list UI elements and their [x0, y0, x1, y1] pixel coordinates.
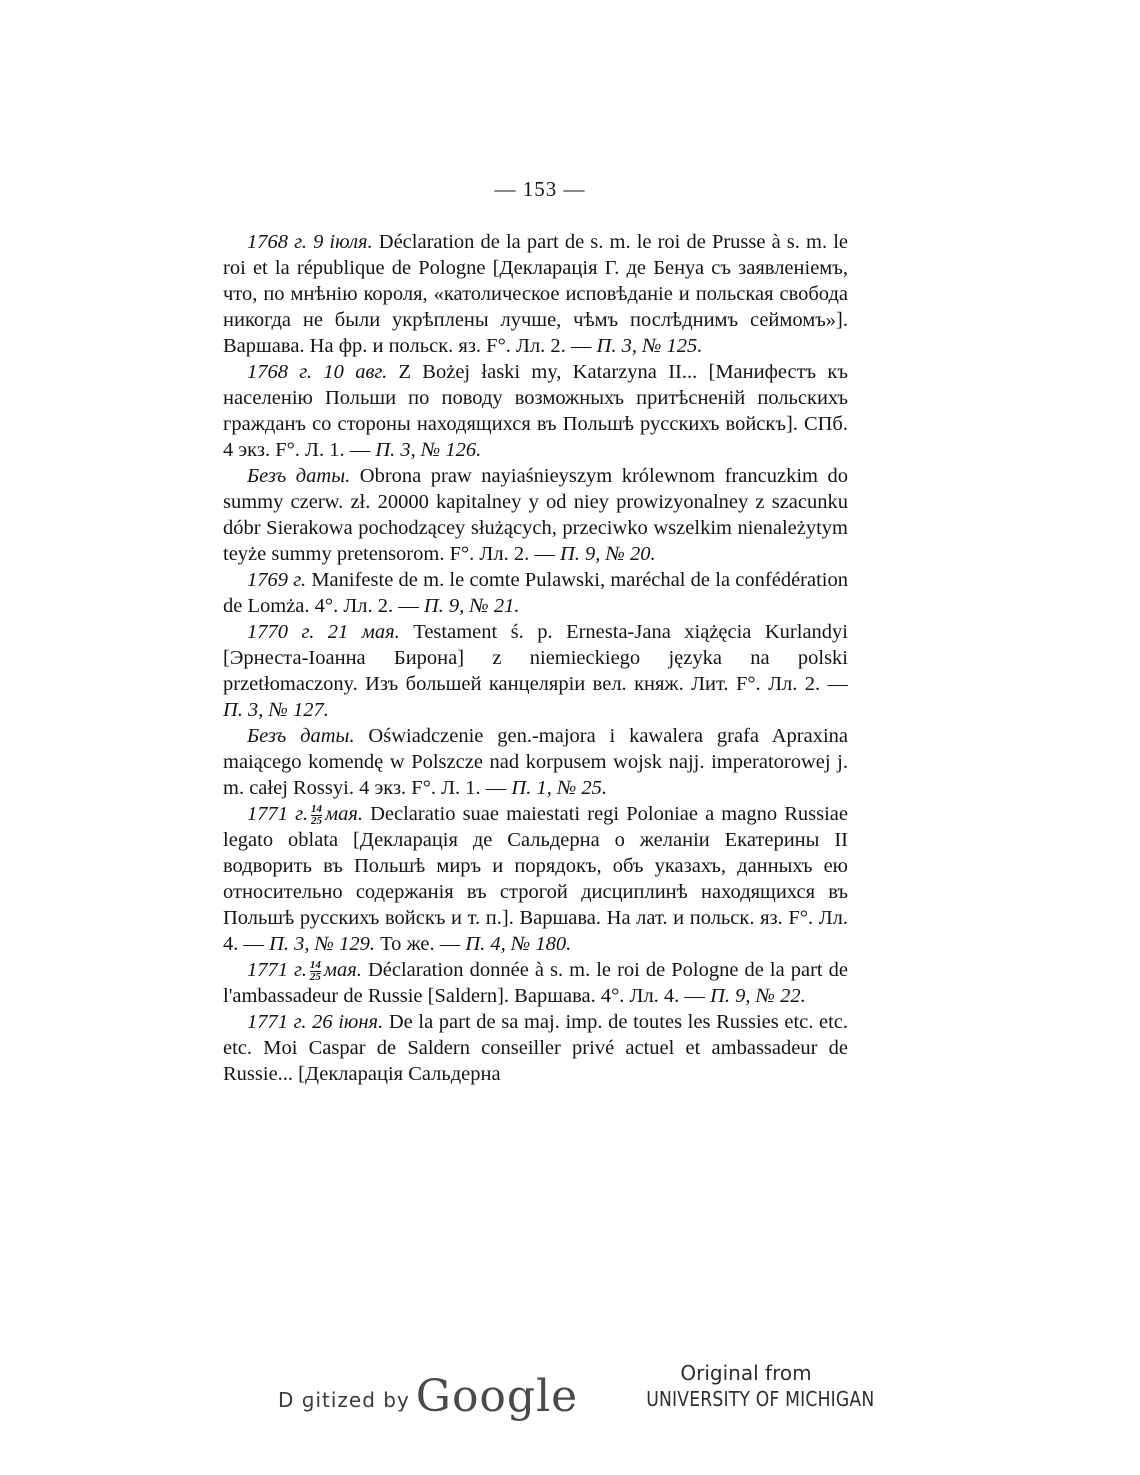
entry-text: Testament ś. p. Ernesta-Jana xiążęcia Kurlandyi [Эрнеста-Іоанна Бирона] z niemieckiego języka na polski przetłomaczony. Изъ большей канцеляріи вел. княж. Лит. F°. Лл. 2. —	[223, 621, 848, 695]
catalog-entry	[223, 229, 848, 359]
entry-reference: П. 1, № 25.	[511, 777, 608, 799]
entry-text: Obrona praw nayiaśnieyszym królewnom francuzkim do summy czerw. zł. 20000 kapitalney y od niey prowizyonalney z szacunku dóbr Sierakowa pochodzącey służących, przeciwko wszelkim nienależytym teyże summy pretensorom. F°. Лл. 2. —	[223, 465, 848, 565]
fraction-denominator: 25	[310, 814, 322, 827]
entry-reference: П. 9, № 20.	[559, 543, 656, 565]
entry-month: мая.	[323, 959, 362, 981]
entry-reference-secondary: П. 4, № 180.	[465, 933, 572, 955]
catalog-entry	[223, 463, 848, 567]
entry-reference: П. 3, № 127.	[223, 699, 329, 721]
entry-date: 1771 г.	[247, 803, 308, 825]
digitized-by-watermark	[278, 1362, 578, 1422]
entry-reference: П. 3, № 129.	[269, 933, 376, 955]
fraction-numerator: 14	[309, 958, 321, 971]
entry-reference: П. 3, № 126.	[375, 439, 482, 461]
catalog-entry	[223, 1009, 848, 1087]
entry-date: Безъ даты.	[247, 725, 355, 747]
catalog-entry	[223, 567, 848, 619]
entry-text: Z Bożej łaski my, Katarzyna II... [Манифестъ къ населенію Польши по поводу возможныхъ притѣсненій польскихъ гражданъ со стороны находящихся въ Польшѣ русскихъ войскъ]. СПб. 4 экз. F°. Л. 1. —	[223, 361, 848, 461]
catalog-entries	[223, 229, 848, 1087]
catalog-entry	[223, 723, 848, 801]
catalog-entry	[223, 359, 848, 463]
page-number: — 153 —	[494, 177, 586, 201]
catalog-entry	[223, 801, 848, 957]
date-fraction	[310, 960, 321, 983]
entry-text: Declaratio suae maiestati regi Poloniae a magno Russiae legato oblata [Декларація де Сальдерна о желаніи Екатерины II водворить въ Польшѣ миръ и порядокъ, объ указахъ, данныхъ ею относительно содержанія въ строгой дисциплинѣ находящихся въ Польшѣ русскихъ войскъ и т. п.]. Варшава. На лат. и польск. яз. F°. Лл. 4. —	[223, 803, 848, 955]
entry-text: Oświadczenie gen.-majora i kawalera grafa Apraxina maiącego komendę w Polszcze nad korpusem wojsk najj. imperatorowej j. m. całej Rossyi. 4 экз. F°. Л. 1. —	[223, 725, 848, 799]
catalog-entry	[223, 957, 848, 1009]
entry-date: 1768 г. 9 іюля.	[247, 231, 373, 253]
entry-date: Безъ даты.	[247, 465, 351, 487]
entry-text: Déclaration de la part de s. m. le roi de Prusse à s. m. le roi et la république de Pologne [Декларація Г. де Бенуа съ заявленіемъ, что, по мнѣнію короля, «католическое исповѣданіе и польская свобода никогда не были укрѣплены лучше, чѣмъ послѣднимъ сеймомъ»]. Варшава. На фр. и польск. яз. F°. Лл. 2. —	[223, 231, 848, 357]
university-name: UNIVERSITY OF MICHIGAN	[646, 1387, 875, 1411]
entry-date: 1771 г.	[247, 959, 307, 981]
entry-text: Manifeste de m. le comte Pulawski, maréchal de la confédération de Lomża. 4°. Лл. 2. —	[223, 569, 848, 617]
entry-text: De la part de sa maj. imp. de toutes les Russies etc. etc. etc. Moi Caspar de Saldern conseiller privé actuel et ambassadeur de Russie... [Декларація Сальдерна	[223, 1011, 849, 1085]
entry-reference: П. 9, № 21.	[423, 595, 520, 617]
entry-text: Déclaration donnée à s. m. le roi de Pologne de la part de l'ambassadeur de Russie [Saldern]. Варшава. 4°. Лл. 4. —	[223, 959, 849, 1007]
entry-reference: П. 3, № 125.	[596, 335, 703, 357]
catalog-entry	[223, 619, 848, 723]
google-logo: Google	[415, 1371, 579, 1422]
original-source-watermark	[630, 1360, 875, 1412]
entry-date: 1768 г. 10 авг.	[247, 361, 388, 383]
fraction-numerator: 14	[310, 802, 322, 815]
date-fraction	[311, 804, 322, 827]
original-from-label: Original from	[680, 1361, 812, 1385]
entry-date: 1771 г. 26 іюня.	[247, 1011, 384, 1033]
entry-reference: П. 9, № 22.	[710, 985, 806, 1007]
entry-month: мая.	[324, 803, 363, 825]
fraction-denominator: 25	[309, 970, 321, 983]
entry-date: 1769 г.	[247, 569, 307, 591]
entry-text-continued: То же. —	[375, 933, 466, 955]
digitized-label: D ɡitized by	[278, 1388, 410, 1412]
entry-date: 1770 г. 21 мая.	[247, 621, 400, 643]
